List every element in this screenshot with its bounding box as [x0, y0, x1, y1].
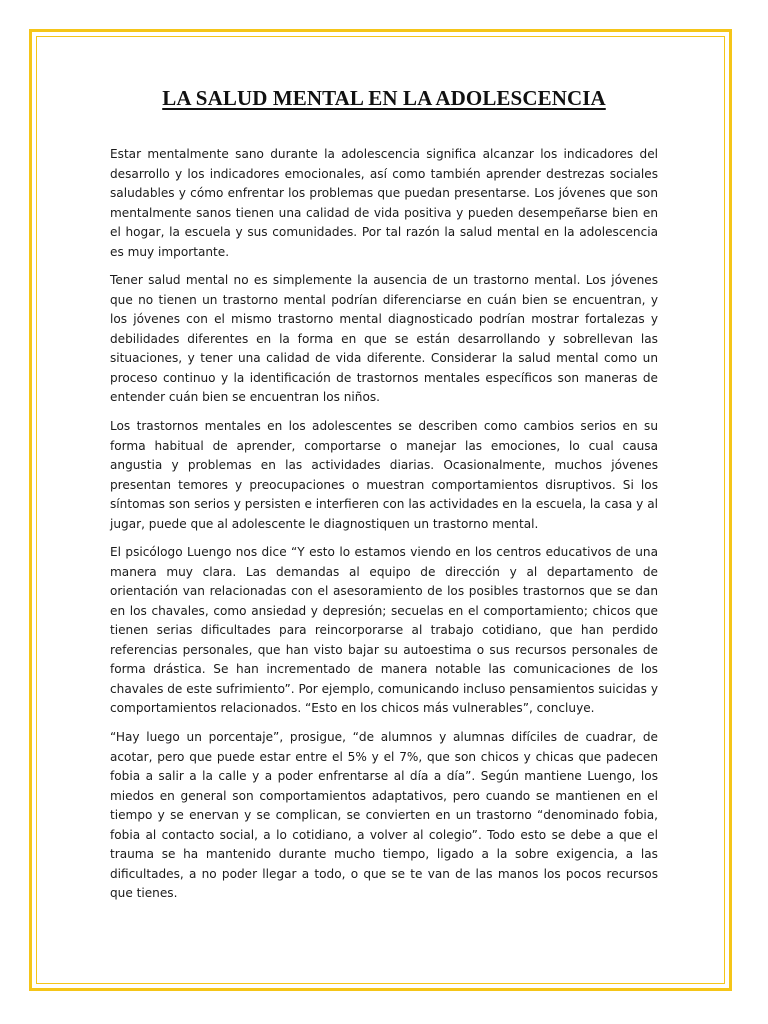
paragraph-4: El psicólogo Luengo nos dice “Y esto lo estamos viendo en los centros educativos de una manera muy clara. Las demandas al equipo de dirección y al departamento de orientación van relacionadas con el asesoramiento de los posibles trastornos que se dan en los chavales, como ansiedad y depresión; secuelas en el comportamiento; chicos que tienen serias dificultades para reincorporarse al trabajo cotidiano, que han perdido referencias personales, que han visto bajar su autoestima o sus recursos personales de forma drástica. Se han incrementado de manera notable las comunicaciones de los chavales de este sufrimiento”. Por ejemplo, comunicando incluso pensamientos suicidas y comportamientos relacionados. “Esto en los chicos más vulnerables”, concluye.: [110, 545, 658, 716]
paragraph-5: “Hay luego un porcentaje”, prosigue, “de alumnos y alumnas difíciles de cuadrar, de acotar, pero que puede estar entre el 5% y el 7%, que son chicos y chicas que padecen fobia a salir a la calle y a poder enfrentarse al día a día”. Según mantiene Luengo, los miedos en general son comportamientos adaptativos, pero cuando se mantienen en el tiempo y se enervan y se complican, se convierten en un trastorno “denominado fobia, fobia al contacto social, a lo cotidiano, a volver al colegio”. Todo esto se debe a que el trauma se ha mantenido durante mucho tiempo, ligado a la sobre exigencia, a las dificultades, a no poder llegar a todo, o que se te van de las manos los pocos recursos que tienes.: [110, 730, 658, 901]
paragraph-3: Los trastornos mentales en los adolescentes se describen como cambios serios en su forma habitual de aprender, comportarse o manejar las emociones, lo cual causa angustia y problemas en las actividades diarias. Ocasionalmente, muchos jóvenes presentan temores y preocupaciones o muestran comportamientos disruptivos. Si los síntomas son serios y persisten e interfieren con las actividades en la escuela, la casa y al jugar, puede que al adolescente le diagnostiquen un trastorno mental.: [110, 419, 658, 531]
paragraph-1: Estar mentalmente sano durante la adolescencia significa alcanzar los indicadores del desarrollo y los indicadores emocionales, así como también aprender destrezas sociales saludables y cómo enfrentar los problemas que puedan presentarse. Los jóvenes que son mentalmente sanos tienen una calidad de vida positiva y pueden desempeñarse bien en el hogar, la escuela y sus comunidades. Por tal razón la salud mental en la adolescencia es muy importante.: [110, 147, 658, 259]
paragraph-2: Tener salud mental no es simplemente la ausencia de un trastorno mental. Los jóvenes que no tienen un trastorno mental podrían diferenciarse en cuán bien se encuentran, y los jóvenes con el mismo trastorno mental diagnosticado podrían mostrar fortalezas y debilidades diferentes en la forma en que se están desarrollando y sobrellevan las situaciones, y tener una calidad de vida diferente. Considerar la salud mental como un proceso continuo y la identificación de trastornos mentales específicos son maneras de entender cuán bien se encuentran los niños.: [110, 273, 658, 405]
document-title: LA SALUD MENTAL EN LA ADOLESCENCIA: [162, 86, 606, 110]
document-body: [110, 86, 658, 913]
